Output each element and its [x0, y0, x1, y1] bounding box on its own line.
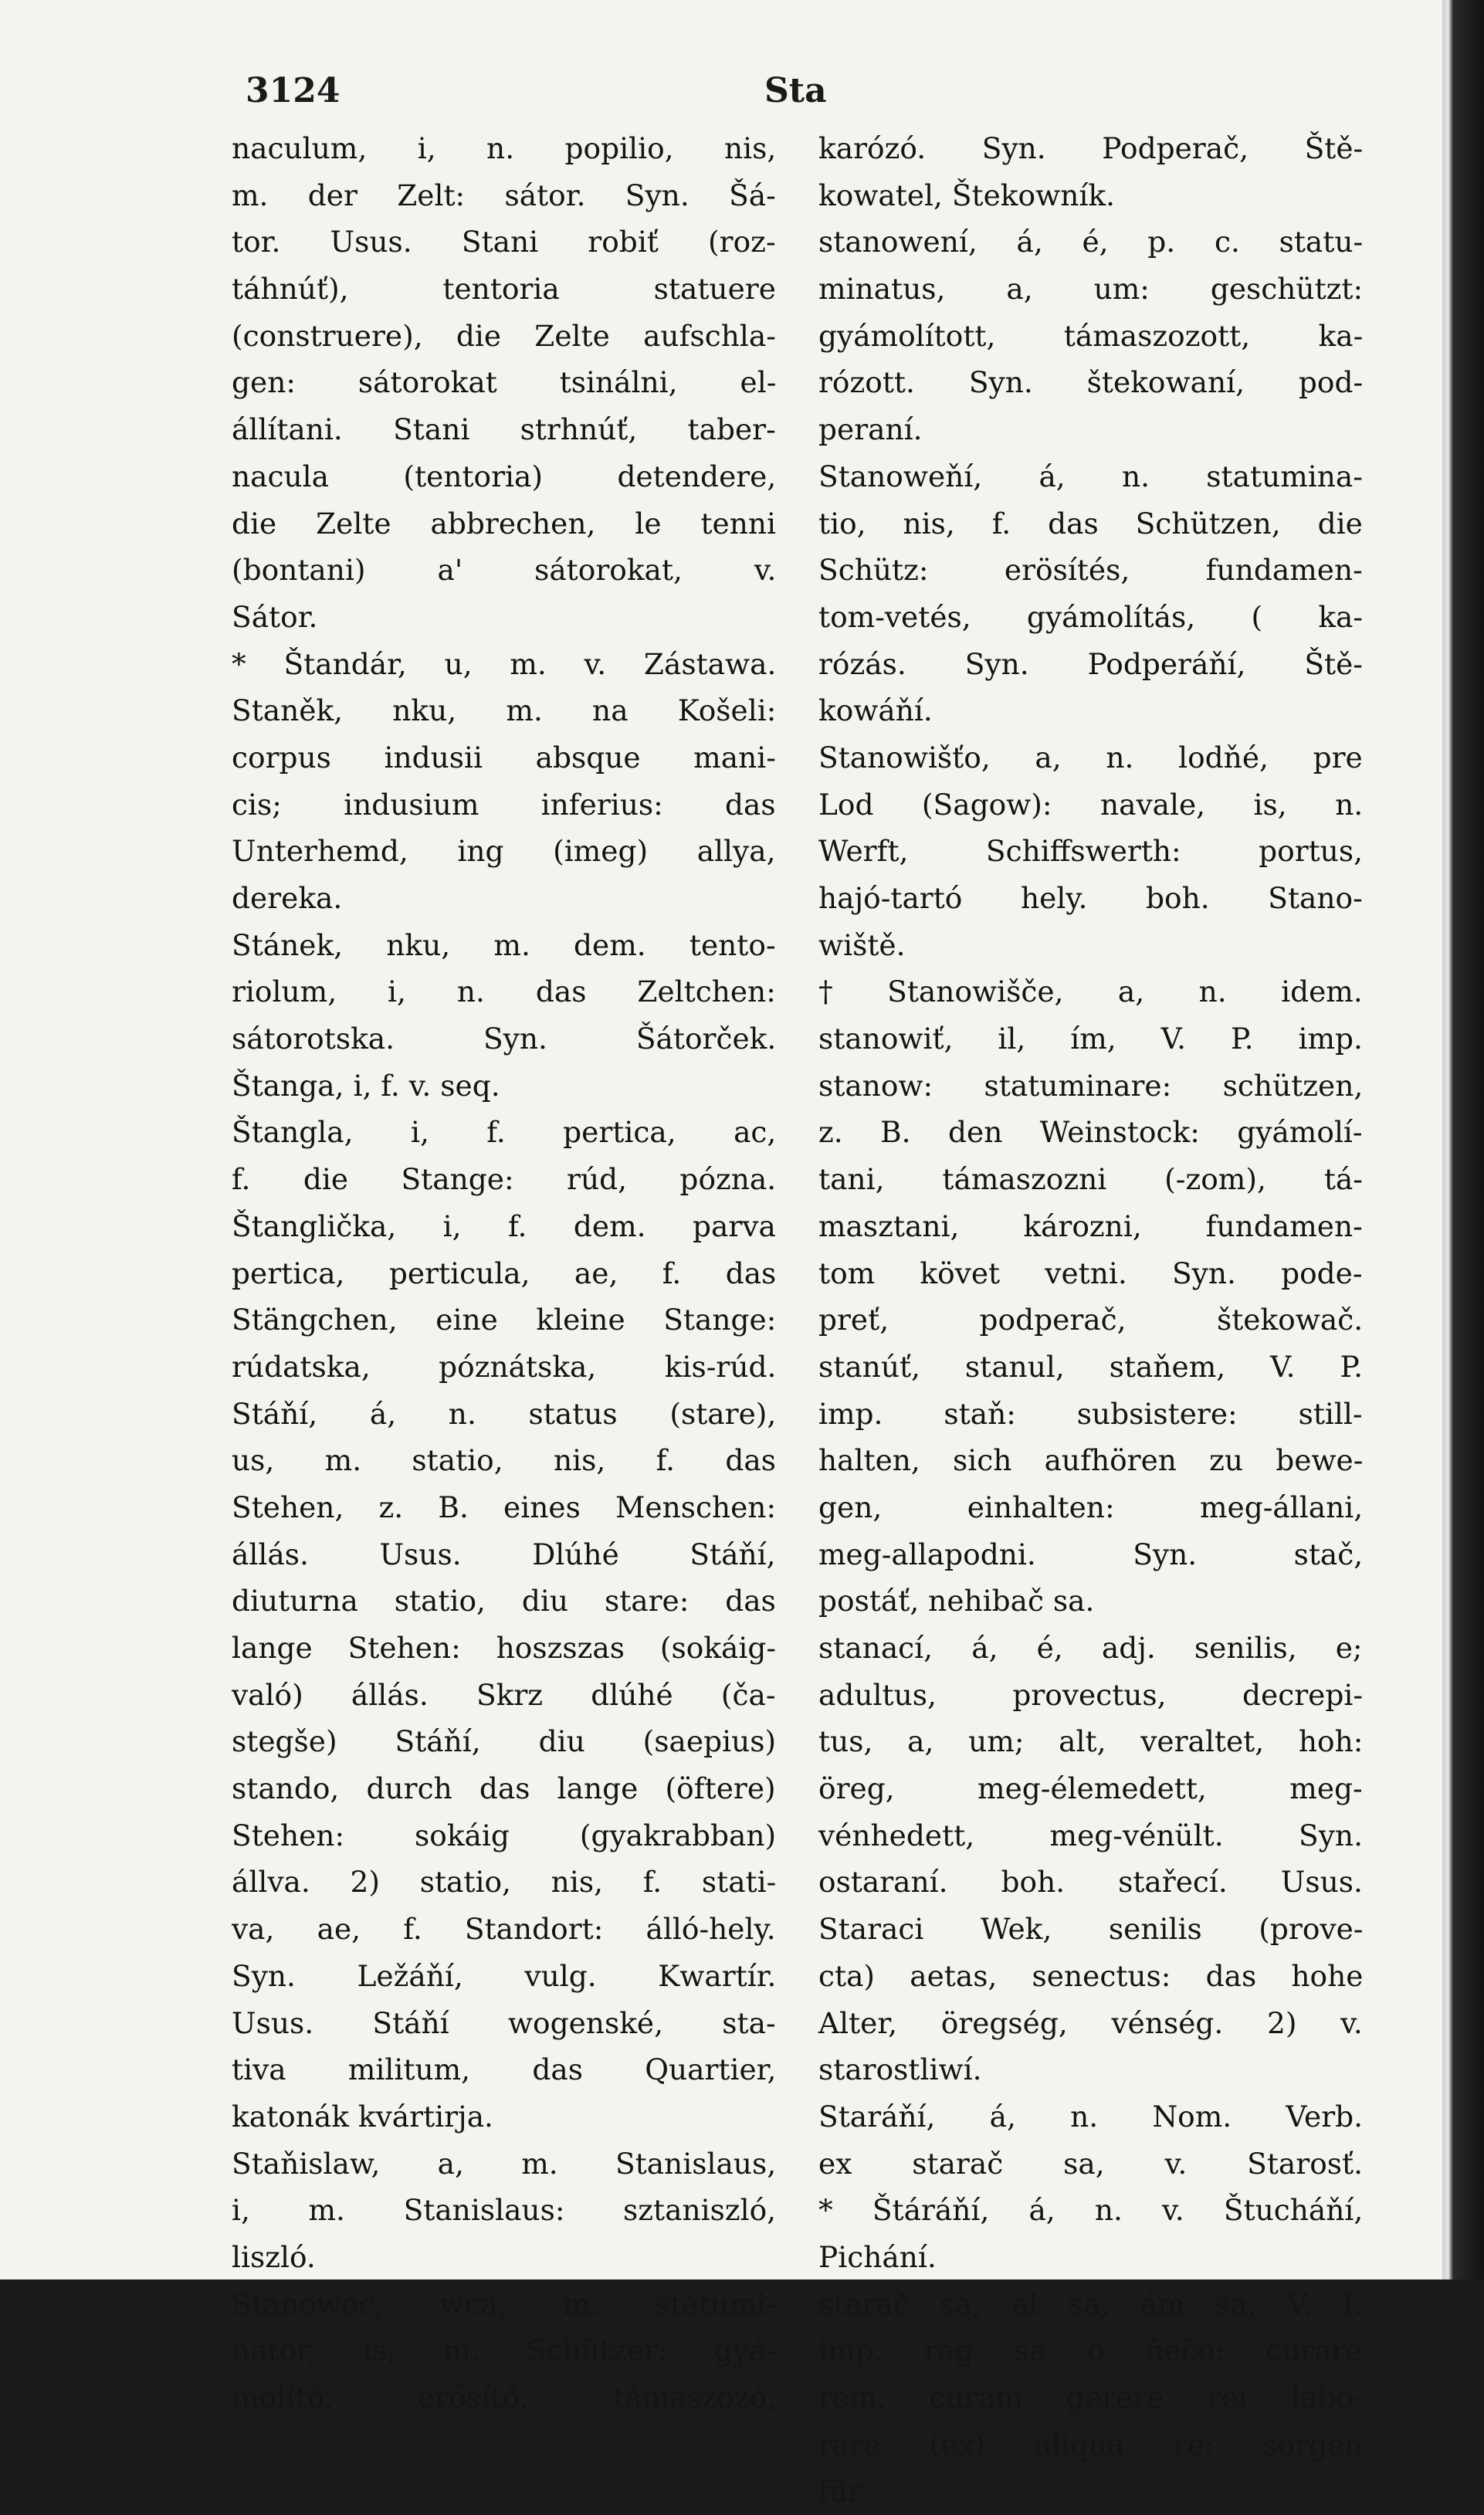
dictionary-line: Stanoweňí, á, n. statumina-	[818, 459, 1363, 493]
dictionary-line: imp. staň: subsistere: still-	[818, 1396, 1363, 1431]
page-header	[0, 71, 1442, 117]
dictionary-line: riolum, i, n. das Zeltchen:	[232, 974, 776, 1009]
dictionary-line: corpus indusii absque mani-	[232, 740, 776, 774]
dictionary-line: rem, curam gerere rei labo-	[818, 2381, 1364, 2415]
dictionary-line: diuturna statio, diu stare: das	[232, 1584, 776, 1618]
right-column	[818, 125, 1363, 2515]
dictionary-line: für	[818, 2474, 862, 2509]
dictionary-line: postáť, nehibač sa.	[818, 1584, 1095, 1618]
dictionary-line: Stängchen, eine kleine Stange:	[232, 1303, 777, 1337]
dictionary-line: rózás. Syn. Podperáňí, Ště-	[818, 646, 1363, 681]
dictionary-line: állítani. Stani strhnúť, taber-	[232, 412, 776, 447]
dictionary-line: nacula (tentoria) detendere,	[232, 459, 777, 493]
dictionary-line: Štanga, i, f. v. seq.	[232, 1068, 500, 1103]
dictionary-line: sátorotska. Syn. Šátorček.	[232, 1022, 777, 1056]
dictionary-line: állás. Usus. Dlúhé Stáňí,	[232, 1537, 776, 1571]
dictionary-line: karózó. Syn. Podperač, Ště-	[818, 131, 1364, 165]
dictionary-line: rare (ex) aliqua re: sorgen	[818, 2427, 1364, 2462]
dictionary-line: die Zelte abbrechen, le tenni	[232, 506, 777, 541]
dictionary-line: tom-vetés, gyámolítás, ( ka-	[818, 599, 1364, 634]
dictionary-line: Stanowišťo, a, n. lodňé, pre	[818, 740, 1363, 774]
dictionary-line: us, m. statio, nis, f. das	[232, 1443, 777, 1478]
dictionary-line: Unterhemd, ing (imeg) allya,	[232, 834, 776, 869]
dictionary-line: tio, nis, f. das Schützen, die	[818, 506, 1363, 541]
dictionary-line: katonák kvártirja.	[232, 2099, 493, 2134]
dictionary-line: Staraci Wek, senilis (prove-	[818, 1912, 1364, 1947]
dictionary-line: (bontani) a' sátorokat, v.	[232, 553, 777, 588]
dictionary-line: halten, sich aufhören zu bewe-	[818, 1443, 1364, 1478]
dictionary-line: cta) aetas, senectus: das hohe	[818, 1958, 1364, 1993]
dictionary-line: masztani, kározni, fundamen-	[818, 1208, 1363, 1243]
dictionary-line: gen, einhalten: meg-állani,	[818, 1490, 1364, 1524]
dictionary-line: öreg, meg-élemedett, meg-	[818, 1771, 1363, 1806]
dictionary-line: m. der Zelt: sátor. Syn. Šá-	[232, 178, 776, 212]
dictionary-line: Stanowec, wca, m. statumi-	[232, 2286, 776, 2321]
dictionary-line: kowáňí.	[818, 693, 933, 728]
dictionary-line: Lod (Sagow): navale, is, n.	[818, 787, 1364, 822]
dictionary-line: lange Stehen: hoszszas (sokáig-	[232, 1631, 777, 1665]
dictionary-line: z. B. den Weinstock: gyámolí-	[818, 1115, 1363, 1150]
dictionary-line: Štangla, i, f. pertica, ac,	[232, 1115, 777, 1150]
dictionary-line: stanací, á, é, adj. senilis, e;	[818, 1631, 1363, 1665]
dictionary-line: állva. 2) statio, nis, f. stati-	[232, 1865, 777, 1900]
dictionary-line: stanowení, á, é, p. c. statu-	[818, 225, 1364, 259]
dictionary-line: imp. rag sa o ňečo: curare	[818, 2334, 1363, 2368]
dictionary-line: peraní.	[818, 412, 923, 447]
dictionary-line: tom követ vetni. Syn. pode-	[818, 1256, 1363, 1290]
dictionary-line: rózott. Syn. štekowaní, pod-	[818, 365, 1364, 400]
dictionary-line: Staráňí, á, n. Nom. Verb.	[818, 2099, 1364, 2134]
dictionary-line: i, m. Stanislaus: sztaniszló,	[232, 2193, 777, 2228]
dictionary-line: Usus. Stáňí wogenské, sta-	[232, 2005, 776, 2040]
dictionary-line: stegše) Stáňí, diu (saepius)	[232, 1724, 777, 1759]
dictionary-line: starostliwí.	[818, 2052, 982, 2087]
dictionary-line: Stehen: sokáig (gyakrabban)	[232, 1818, 777, 1852]
dictionary-line: rúdatska, póznátska, kis-rúd.	[232, 1349, 777, 1384]
page-number: 3124	[246, 71, 341, 110]
dictionary-line: hajó-tartó hely. boh. Stano-	[818, 881, 1363, 915]
dictionary-line: gen: sátorokat tsinálni, el-	[232, 365, 777, 400]
dictionary-line: * Štandár, u, m. v. Zástawa.	[232, 646, 777, 681]
dictionary-line: Pichání.	[818, 2239, 937, 2274]
dictionary-line: starač sa, al sa, ám sa, V. I.	[818, 2286, 1364, 2321]
dictionary-line: vénhedett, meg-vénült. Syn.	[818, 1818, 1364, 1852]
dictionary-line: naculum, i, n. popilio, nis,	[232, 131, 777, 165]
dictionary-line: Stáňí, á, n. status (stare),	[232, 1396, 777, 1431]
dictionary-line: va, ae, f. Standort: álló-hely.	[232, 1912, 776, 1947]
dictionary-line: ostaraní. boh. stařecí. Usus.	[818, 1865, 1363, 1900]
dictionary-line: Stánek, nku, m. dem. tento-	[232, 927, 776, 962]
dictionary-line: Syn. Ležáňí, vulg. Kwartír.	[232, 1958, 777, 1993]
dictionary-line: tor. Usus. Stani robiť (roz-	[232, 225, 776, 259]
dictionary-line: stanow: statuminare: schützen,	[818, 1068, 1364, 1103]
dictionary-line: táhnúť), tentoria statuere	[232, 272, 776, 307]
dictionary-line: stanúť, stanul, staňem, V. P.	[818, 1349, 1364, 1384]
dictionary-line: Štanglička, i, f. dem. parva	[232, 1208, 776, 1243]
dictionary-line: nator, is, m. Schützer: gyá-	[232, 2334, 776, 2368]
dictionary-line: minatus, a, um: geschützt:	[818, 272, 1364, 307]
dictionary-line: preť, podperač, štekowač.	[818, 1303, 1364, 1337]
dictionary-line: gyámolított, támaszozott, ka-	[818, 318, 1364, 353]
running-head: Sta	[764, 71, 827, 110]
dictionary-line: tus, a, um; alt, veraltet, hoh:	[818, 1724, 1364, 1759]
dictionary-line: tani, támaszozni (-zom), tá-	[818, 1162, 1363, 1197]
dictionary-line: stando, durch das lange (öftere)	[232, 1771, 776, 1806]
dictionary-line: Alter, öregség, vénség. 2) v.	[818, 2005, 1363, 2040]
dictionary-line: liszló.	[232, 2239, 316, 2274]
dictionary-line: wiště.	[818, 927, 906, 962]
dictionary-line: Staněk, nku, m. na Košeli:	[232, 693, 777, 728]
dictionary-line: ex starač sa, v. Starosť.	[818, 2146, 1364, 2181]
dictionary-line: Stehen, z. B. eines Menschen:	[232, 1490, 777, 1524]
dictionary-line: pertica, perticula, ae, f. das	[232, 1256, 777, 1290]
dictionary-line: * Štáráňí, á, n. v. Štucháňí,	[818, 2193, 1364, 2228]
dictionary-line: cis; indusium inferius: das	[232, 787, 776, 822]
dictionary-line: stanowiť, il, ím, V. P. imp.	[818, 1022, 1363, 1056]
dictionary-line: meg-allapodni. Syn. stač,	[818, 1537, 1364, 1571]
dictionary-line: f. die Stange: rúd, pózna.	[232, 1162, 777, 1197]
dictionary-line: (construere), die Zelte aufschla-	[232, 318, 776, 353]
dictionary-line: Werft, Schiffswerth: portus,	[818, 834, 1364, 869]
dictionary-line: kowatel, Štekowník.	[818, 178, 1115, 212]
dictionary-line: tiva militum, das Quartier,	[232, 2052, 777, 2087]
dictionary-line: Sátor.	[232, 599, 318, 634]
dictionary-line: Schütz: erösítés, fundamen-	[818, 553, 1363, 588]
dictionary-line: Staňislaw, a, m. Stanislaus,	[232, 2146, 777, 2181]
dictionary-line: molító, erősítő, támaszozó,	[232, 2381, 777, 2415]
dictionary-line: dereka.	[232, 881, 343, 915]
dictionary-line: † Stanowišče, a, n. idem.	[818, 974, 1363, 1009]
dictionary-line: adultus, provectus, decrepi-	[818, 1677, 1363, 1712]
page-gutter	[1442, 0, 1484, 2279]
dictionary-line: való) állás. Skrz dlúhé (ča-	[232, 1677, 776, 1712]
left-column	[232, 125, 776, 2422]
